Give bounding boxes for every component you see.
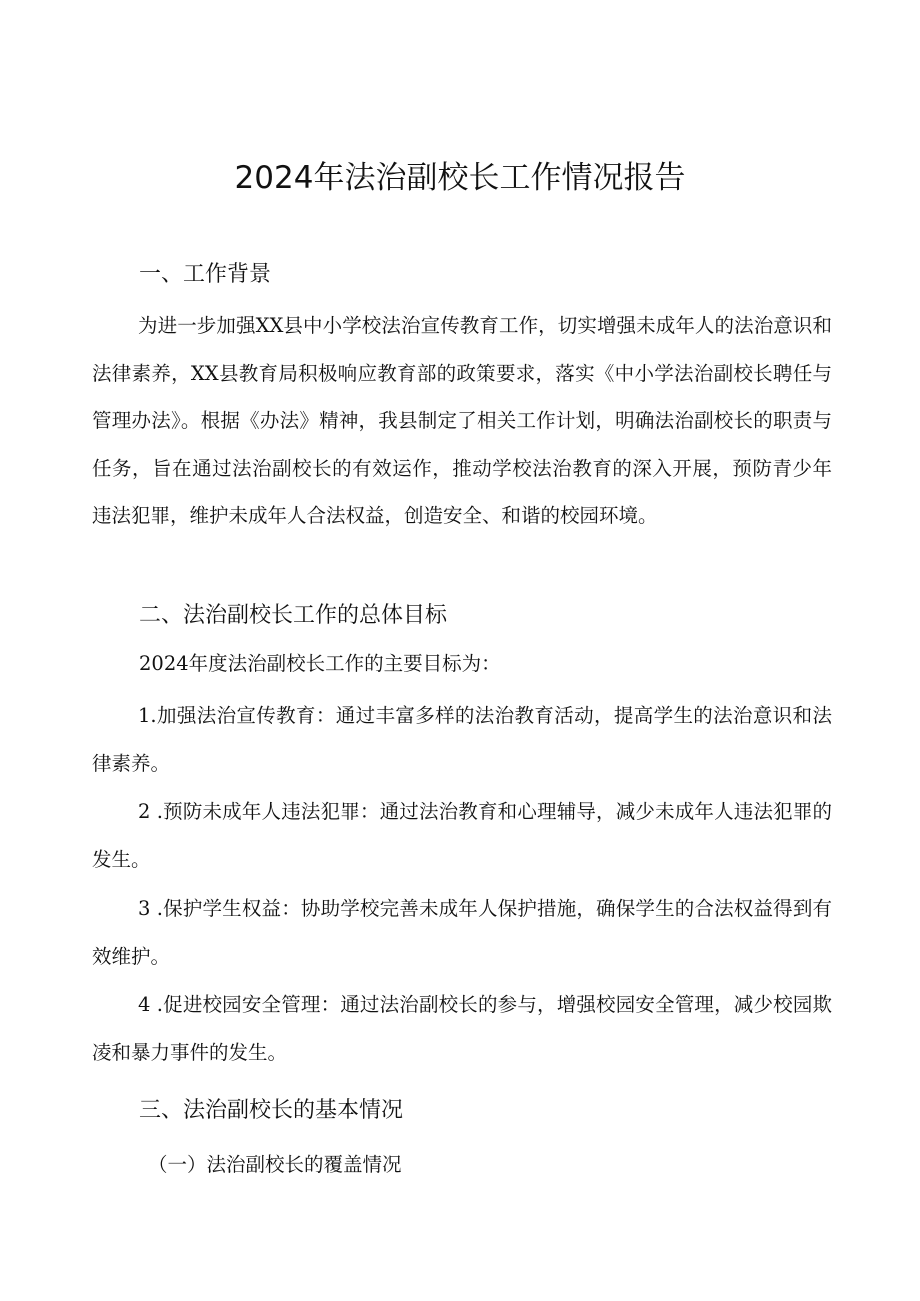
section-heading-basic-info: 三、法治副校长的基本情况 — [139, 1098, 404, 1123]
goal-item-1: 1.加强法治宣传教育：通过丰富多样的法治教育活动，提高学生的法治意识和法律素养。 — [92, 704, 832, 775]
goal-item-2: 2 .预防未成年人违法犯罪：通过法治教育和心理辅导，减少未成年人违法犯罪的发生。 — [92, 800, 832, 871]
goals-intro: 2024年度法治副校长工作的主要目标为： — [139, 652, 501, 675]
goal-item-4: 4 .促进校园安全管理：通过法治副校长的参与，增强校园安全管理，减少校园欺凌和暴力事件的发生。 — [92, 993, 832, 1064]
section-heading-goals: 二、法治副校长工作的总体目标 — [139, 603, 448, 628]
document-title: 2024年法治副校长工作情况报告 — [234, 160, 686, 196]
background-paragraph: 为进一步加强XX县中小学校法治宣传教育工作，切实增强未成年人的法治意识和法律素养，XX县教育局积极响应教育部的政策要求，落实《中小学法治副校长聘任与管理办法》。根据《办法》精神，我县制定了相关工作计划，明确法治副校长的职责与任务，旨在通过法治副校长的有效运作，推动学校法治教育的深入开展，预防青少年违法犯罪，维护未成年人合法权益，创造安全、和谐的校园环境。 — [92, 314, 832, 527]
subsection-heading-coverage: （一）法治副校长的覆盖情况 — [148, 1153, 402, 1176]
section-heading-background: 一、工作背景 — [139, 262, 272, 287]
goal-item-3: 3 .保护学生权益：协助学校完善未成年人保护措施，确保学生的合法权益得到有效维护。 — [92, 897, 832, 968]
